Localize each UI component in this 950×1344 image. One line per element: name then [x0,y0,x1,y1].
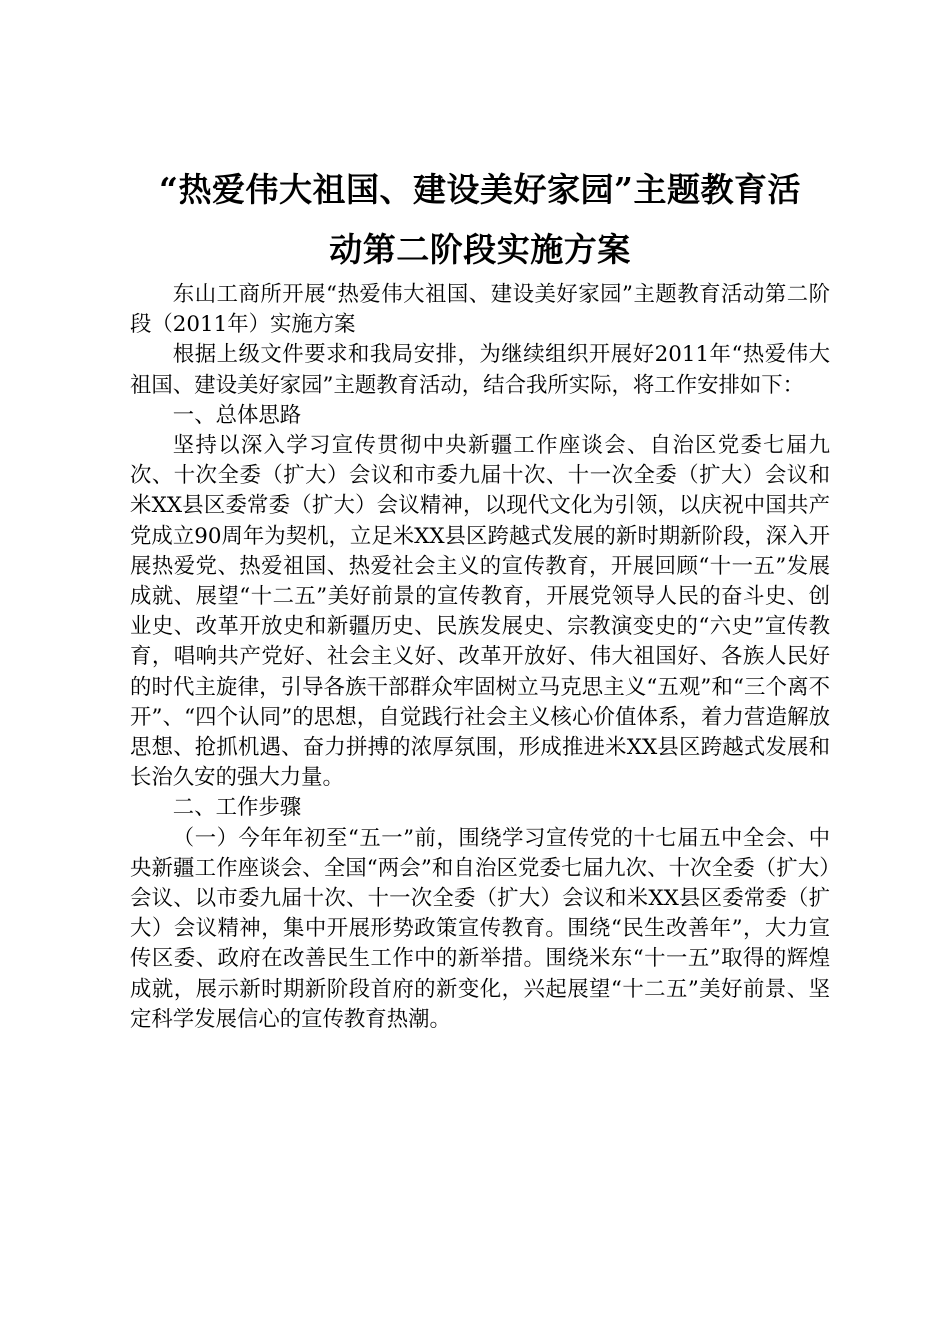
subtitle-paragraph: 东山工商所开展“热爱伟大祖国、建设美好家园”主题教育活动第二阶段（2011年）实施方案 [130,282,830,338]
title-line-2: 动第二阶段实施方案 [329,230,631,269]
section-1-paragraph: 坚持以深入学习宣传贯彻中央新疆工作座谈会、自治区党委七届九次、十次全委（扩大）会议和市委九届十次、十一次全委（扩大）会议和米XX县区委常委（扩大）会议精神，以现代文化为引领，以庆祝中国共产党成立90周年为契机，立足米XX县区跨越式发展的新时期新阶段，深入开展热爱党、热爱祖国、热爱社会主义的宣传教育，开展回顾“十一五”发展成就、展望“十二五”美好前景的宣传教育，开展党领导人民的奋斗史、创业史、改革开放史和新疆历史、民族发展史、宗教演变史的“六史”宣传教育，唱响共产党好、社会主义好、改革开放好、伟大祖国好、各族人民好的时代主旋律，引导各族干部群众牢固树立马克思主义“五观”和“三个离不开”、“四个认同”的思想，自觉践行社会主义核心价值体系，着力营造解放思想、抢抓机遇、奋力拼搏的浓厚氛围，形成推进米XX县区跨越式发展和长治久安的强大力量。 [130,433,830,791]
section-heading-1: 一、总体思路 [172,402,302,428]
document-title [126,160,834,280]
step-1-paragraph: （一）今年年初至“五一”前，围绕学习宣传党的十七届五中全会、中央新疆工作座谈会、全国“两会”和自治区党委七届九次、十次全委（扩大）会议、以市委九届十次、十一次全委（扩大）会议和米XX县区委常委（扩大）会议精神，集中开展形势政策宣传教育。围绕“民生改善年”，大力宣传区委、政府在改善民生工作中的新举措。围绕米东“十一五”取得的辉煌成就，展示新时期新阶段首府的新变化，兴起展望“十二五”美好前景、坚定科学发展信心的宣传教育热潮。 [130,825,830,1032]
title-line-1: “热爱伟大祖国、建设美好家园”主题教育活 [159,170,801,209]
intro-paragraph: 根据上级文件要求和我局安排，为继续组织开展好2011年“热爱伟大祖国、建设美好家园”主题教育活动，结合我所实际，将工作安排如下： [130,342,830,398]
section-heading-2: 二、工作步骤 [172,795,302,821]
document-page [130,160,830,1035]
